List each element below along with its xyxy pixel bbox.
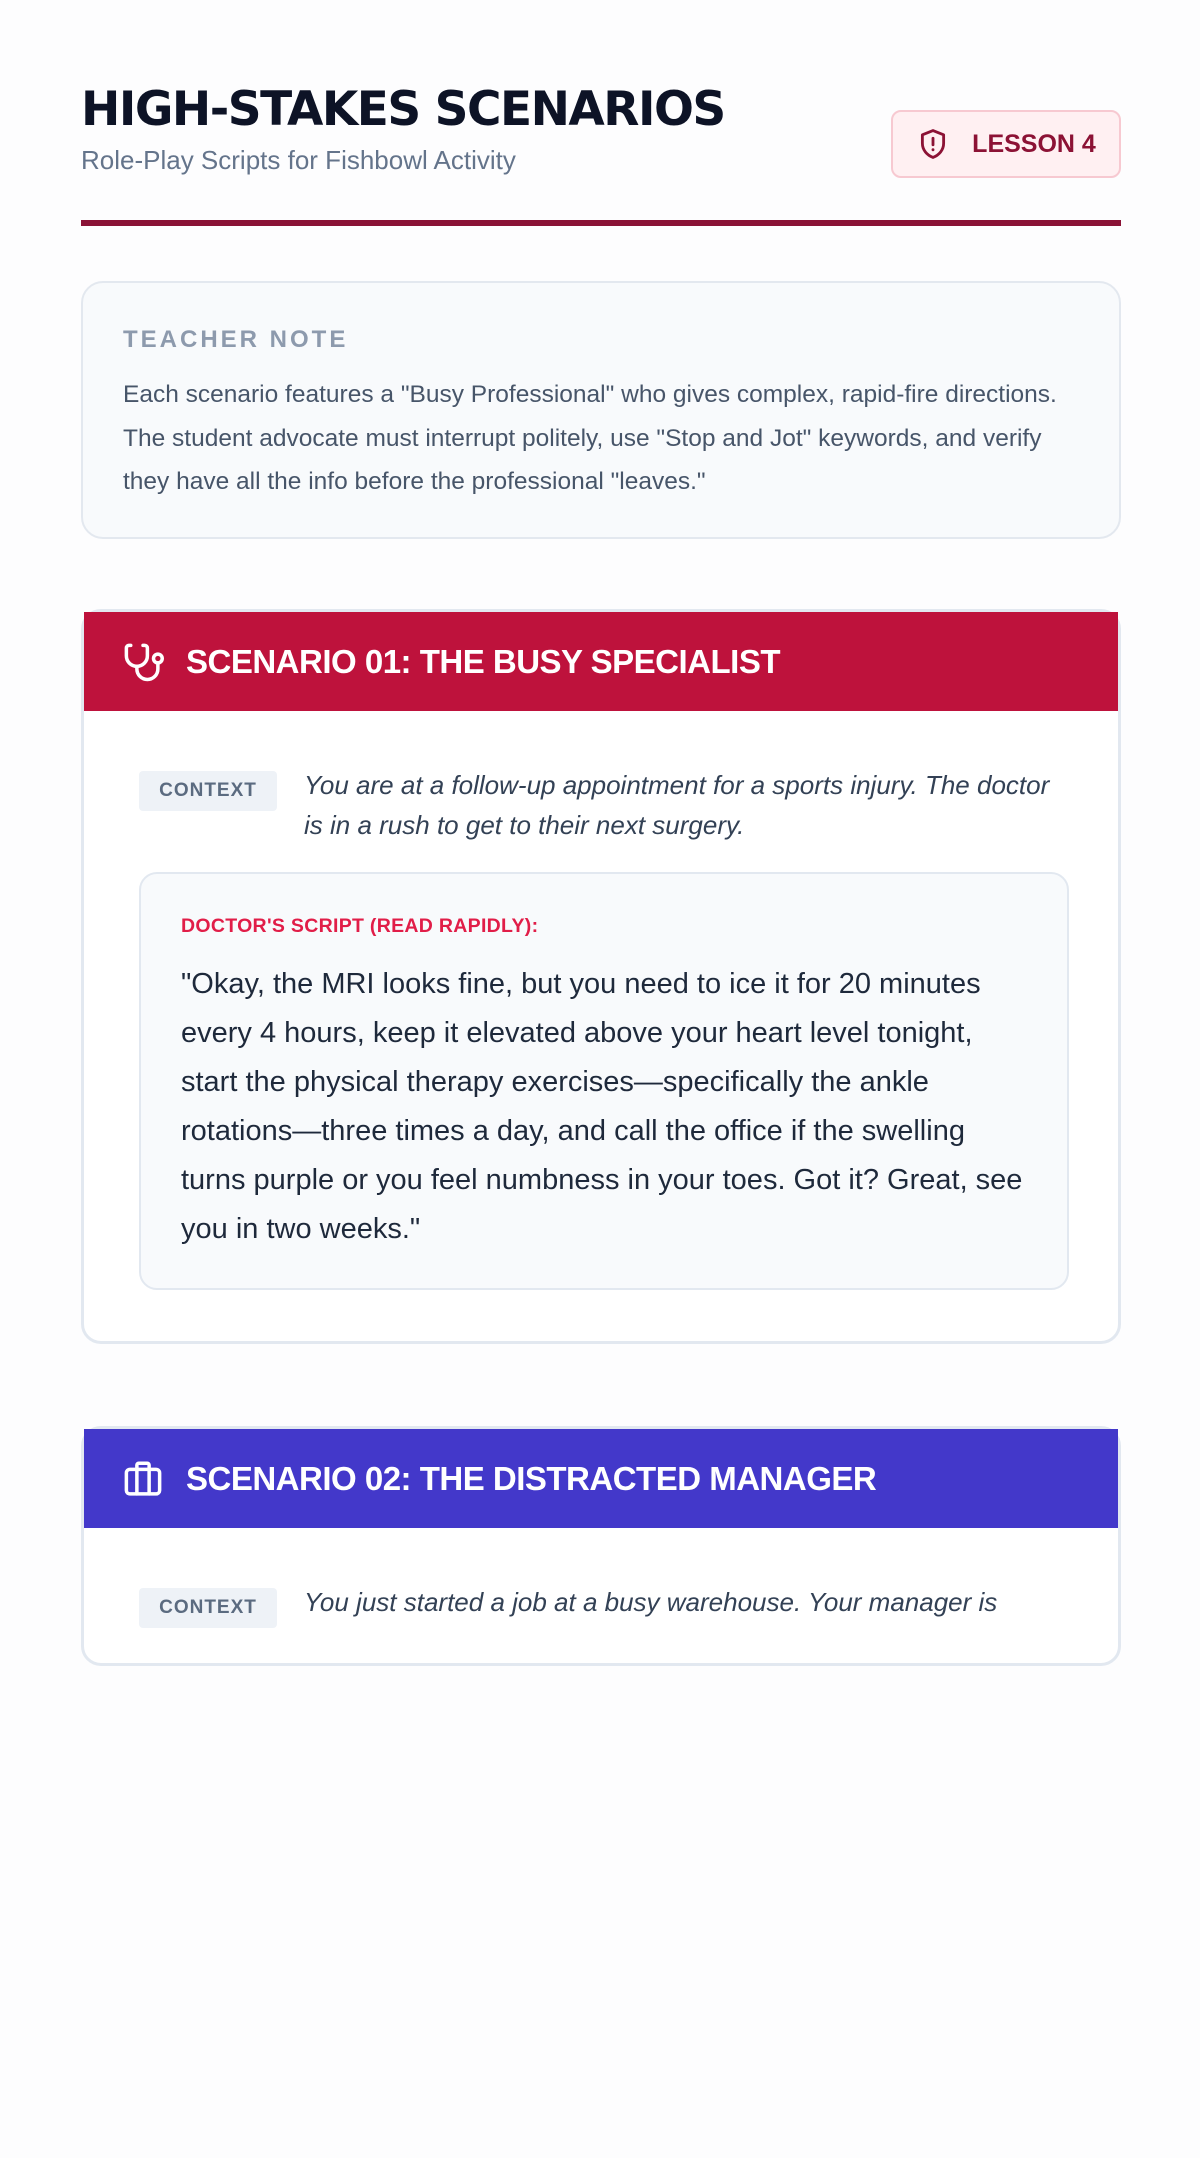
scenario-header-1: [84, 612, 1118, 711]
page-header: [81, 82, 1121, 182]
script-label: DOCTOR'S SCRIPT (READ RAPIDLY):: [181, 915, 539, 937]
scenario-title-2: SCENARIO 02: THE DISTRACTED MANAGER: [186, 1459, 877, 1497]
scenario-card-2: [81, 1426, 1121, 1666]
scenario-card-1: [81, 609, 1121, 1344]
page-subtitle: Role-Play Scripts for Fishbowl Activity: [81, 145, 516, 175]
teacher-note-label: TEACHER NOTE: [123, 326, 349, 353]
briefcase-icon: [122, 1458, 164, 1500]
page-title: HIGH-STAKES SCENARIOS: [81, 82, 725, 137]
scenario-title-1: SCENARIO 01: THE BUSY SPECIALIST: [186, 642, 781, 680]
scenario-body-2: [84, 1528, 1118, 2158]
lesson-badge: [891, 110, 1121, 178]
context-tag: CONTEXT: [139, 771, 277, 811]
teacher-note: [81, 281, 1121, 539]
lesson-badge-label: LESSON 4: [972, 129, 1096, 158]
context-tag: CONTEXT: [139, 1588, 277, 1628]
teacher-note-text: Each scenario features a "Busy Professional" who gives complex, rapid-fire directions. The student advocate must interrupt politely, use "Stop and Jot" keywords, and verify they have all the info before the professional "leaves.": [123, 381, 1057, 495]
shield-alert-icon: [916, 126, 950, 162]
script-box: [139, 872, 1069, 1290]
header-divider: [81, 220, 1121, 226]
stethoscope-icon: [122, 641, 164, 683]
scenario-header-2: [84, 1429, 1118, 1528]
script-text: "Okay, the MRI looks fine, but you need to ice it for 20 minutes every 4 hours, keep it elevated above your heart level tonight, start the physical therapy exercises—specifically the ankle rotations—three times a day, and call the office if the swelling turns purple or you feel numbness in your toes. Got it? Great, see you in two weeks.": [181, 968, 1023, 1245]
scenario-body-1: [84, 711, 1118, 1341]
context-text: You just started a job at a busy warehouse. Your manager is: [304, 1587, 998, 1617]
context-text: You are at a follow-up appointment for a sports injury. The doctor is in a rush to get to their next surgery.: [304, 770, 1050, 840]
